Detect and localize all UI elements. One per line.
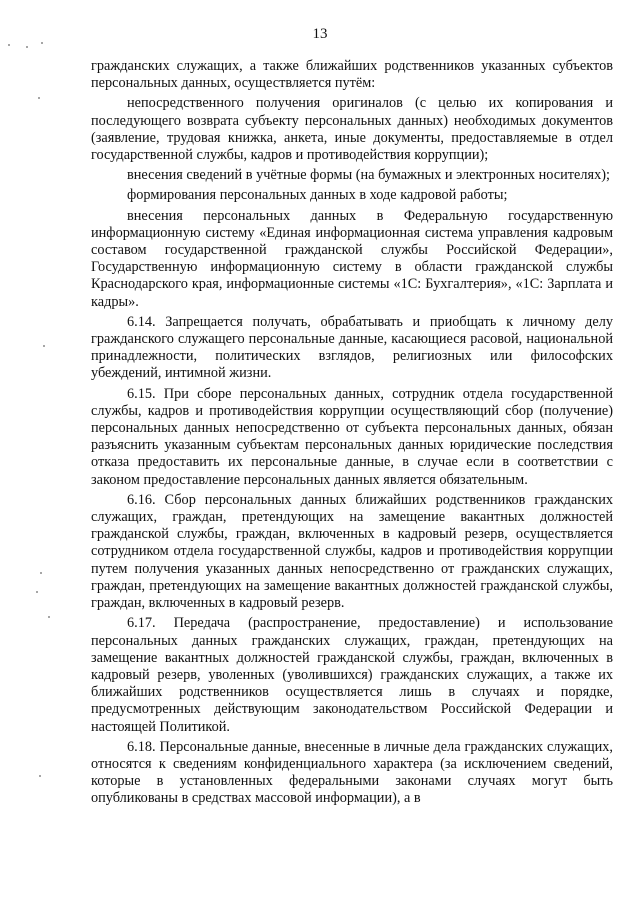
scan-speck [8,44,10,46]
list-item-forms: внесения сведений в учётные формы (на бумажных и электронных носителях); [127,167,610,184]
scan-speck [41,42,43,44]
scan-speck [26,46,28,48]
list-item-info-systems: внесения персональных данных в Федеральную государственную информационную систему «Единая информационная система управления кадровым составом государственной гражданской службы Российской Федерации», Государственную информационную систему в области гражданской службы Краснодарского края, информационные системы «1С: Бухгалтерия», «1С: Зарплата и кадры». [91,207,613,310]
scan-speck [48,616,50,618]
clause-6-17: 6.17. Передача (распространение, предоставление) и использование персональных данных гражданских служащих, граждан, претендующих на замещение вакантных должностей гражданской службы, граждан, включенных в кадровый резерв, уволенных (уволившихся) гражданских служащих, а также их ближайших родственников осуществляется лишь в случаях и порядке, предусмотренных действующим законодательством Российской Федерации и настоящей Политикой. [91,615,613,735]
scan-speck [39,775,41,777]
clause-6-15: 6.15. При сборе персональных данных, сотрудник отдела государственной службы, кадров и противодействия коррупции осуществляющий сбор (получение) персональных данных непосредственно от субъекта персональных данных, обязан разъяснить указанным субъектам персональных данных юридические последствия отказа предоставить их персональные данные, в случае если в соответствии с законом предоставление персональных данных является обязательным. [91,385,613,488]
scan-speck [36,591,38,593]
list-item-hr-work: формирования персональных данных в ходе кадровой работы; [127,187,508,204]
clause-6-16: 6.16. Сбор персональных данных ближайших родственников гражданских служащих, граждан, претендующих на замещение вакантных должностей гражданской службы, граждан, включенных в кадровый резерв, осуществляется сотрудником отдела государственной службы, кадров и противодействия коррупции путем получения указанных данных непосредственно от гражданских служащих, граждан, претендующих на замещение вакантных должностей гражданской службы, граждан, включенных в кадровый резерв. [91,491,613,612]
clause-6-18: 6.18. Персональные данные, внесенные в личные дела гражданских служащих, относятся к сведениям конфиденциального характера (за исключением сведений, которые в установленных федеральными законами случаях могут быть опубликованы в средствах массовой информации), а в [91,738,613,807]
scan-speck [43,345,45,347]
list-item-originals: непосредственного получения оригиналов (с целью их копирования и последующего возврата субъекту персональных данных) необходимых документов (заявление, трудовая книжка, анкета, иные документы, предоставляемые в отдел государственной службы, кадров и противодействия коррупции); [91,95,613,164]
document-body [91,58,613,811]
scan-speck [38,97,40,99]
page-number: 13 [312,26,328,42]
clause-6-14: 6.14. Запрещается получать, обрабатывать и приобщать к личному делу гражданского служащего персональные данные, касающиеся расовой, национальной принадлежности, политических взглядов, религиозных или философских убеждений, интимной жизни. [91,313,613,382]
paragraph-continuation: гражданских служащих, а также ближайших родственников указанных субъектов персональных данных, осуществляется путём: [91,58,613,92]
scan-speck [40,572,42,574]
